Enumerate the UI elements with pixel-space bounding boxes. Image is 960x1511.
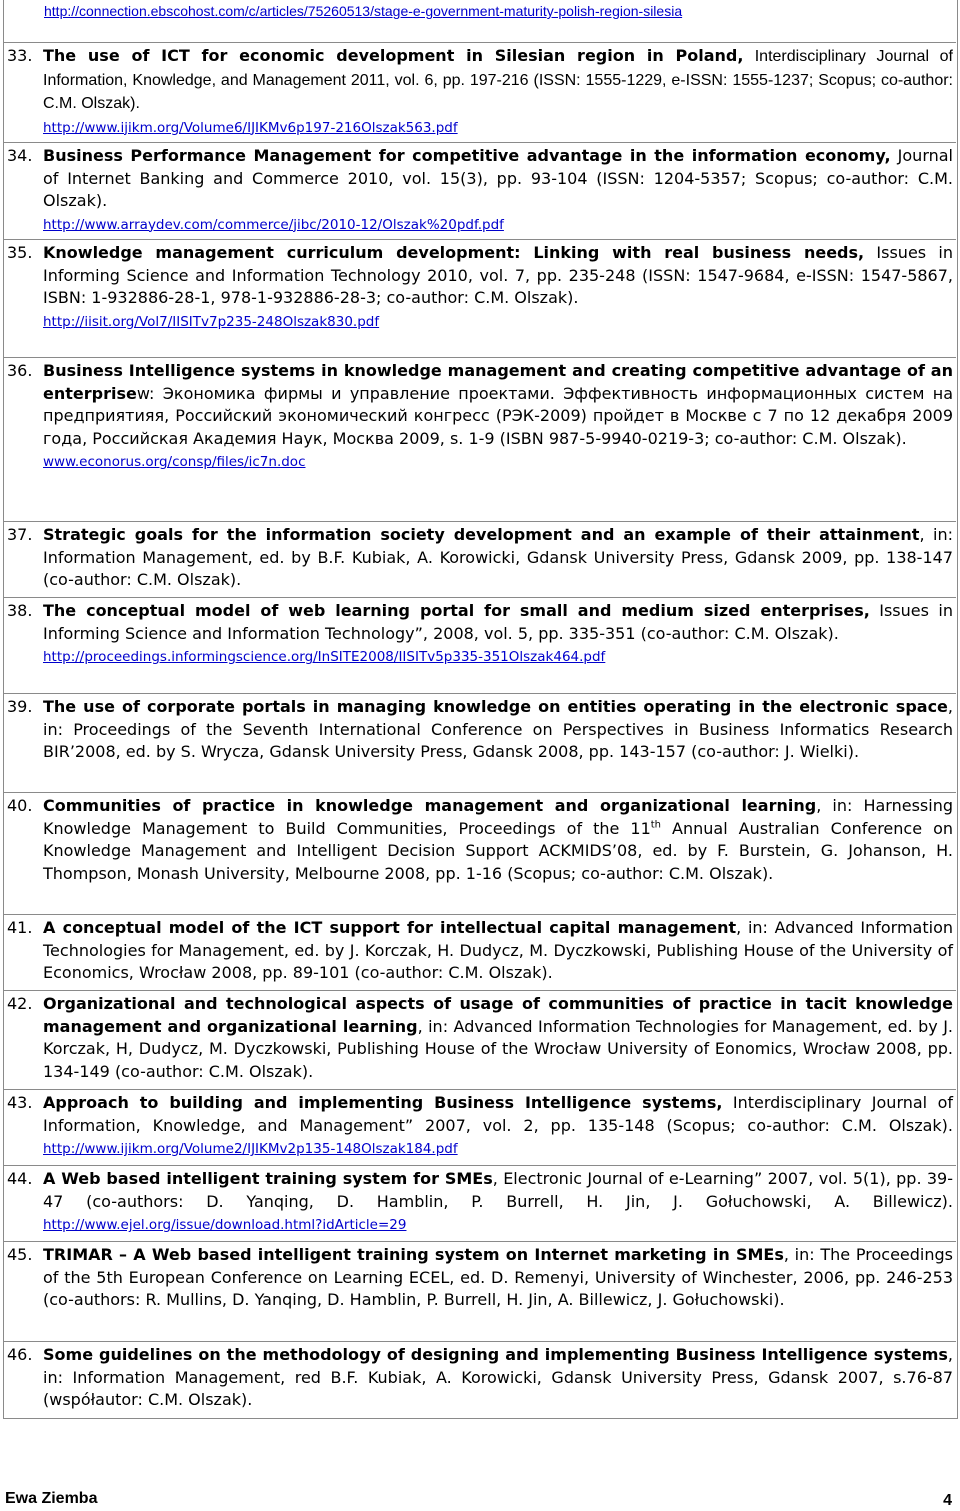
list-item (3, 693, 956, 764)
item-link[interactable]: http://www.ejel.org/issue/download.html?idArticle=29 (43, 1217, 407, 1233)
list-item (3, 1241, 956, 1312)
item-number: 38. (7, 601, 33, 620)
item-citation (43, 522, 953, 592)
item-citation (43, 1242, 953, 1312)
item-title: Business Performance Management for competitive advantage in the information economy, (43, 146, 891, 165)
item-citation (43, 143, 953, 236)
item-number: 44. (7, 1169, 33, 1188)
item-citation (43, 598, 953, 669)
item-citation (43, 1090, 953, 1161)
top-link[interactable]: http://connection.ebscohost.com/c/articles/75260513/stage-e-government-maturity-polish-region-silesia (44, 3, 683, 19)
item-number: 42. (7, 994, 33, 1013)
item-citation (43, 694, 953, 764)
item-link[interactable]: http://www.ijikm.org/Volume6/IJIKMv6p197-216Olszak563.pdf (43, 119, 458, 136)
item-number: 34. (7, 146, 33, 165)
list-item (3, 42, 956, 139)
item-title: Approach to building and implementing Business Intelligence systems, (43, 1093, 723, 1112)
item-citation (43, 1166, 953, 1237)
item-title: A Web based intelligent training system for SMEs (43, 1169, 493, 1188)
item-details: , in: Advanced Information Technologies for Management, ed. by J. Korczak, H, Dudycz, M. Dyczkowski, Publishing House of the Wrocław University of Eonomics, Wrocław 2008, pp. 134-149 (co-author: C.M. Olszak). (43, 1016, 954, 1081)
list-item (3, 990, 956, 1083)
item-link[interactable]: www.econorus.org/consp/files/ic7n.doc (43, 454, 306, 470)
item-title: Organizational and technological aspects of usage of communities of practice in tacit knowledge management and organizational learning (43, 994, 953, 1036)
list-item (3, 142, 956, 236)
item-details: Issues in Informing Science and Information Technology 2010, vol. 7, pp. 235-248 (ISSN: 1547-9684, e-ISSN: 1547-5867, ISBN: 1-932886-28-1, 978-1-932886-28-3; co-author: C.M. Olszak). (43, 243, 954, 307)
item-number: 40. (7, 796, 33, 815)
list-item (3, 1089, 956, 1161)
item-citation (43, 43, 953, 139)
list-item (3, 1341, 956, 1412)
item-title: The use of corporate portals in managing knowledge on entities operating in the electronic space (43, 697, 948, 716)
list-item (3, 792, 956, 885)
item-title: A conceptual model of the ICT support for intellectual capital management (43, 918, 737, 937)
item-title: The use of ICT for economic development in Silesian region in Poland, (43, 46, 744, 65)
item-number: 43. (7, 1093, 33, 1112)
list-item (3, 239, 956, 333)
item-citation (43, 793, 953, 885)
list-item (3, 1165, 956, 1237)
item-citation (43, 240, 953, 333)
item-details: Interdisciplinary Journal of Information, Knowledge, and Management” 2007, vol. 2, pp. 135-148 (Scopus; co-author: C.M. Olszak). (43, 1093, 953, 1135)
item-superscript: th (650, 819, 662, 831)
item-details: , in: Harnessing Knowledge Management to Build Communities, Proceedings of the 11 (43, 796, 954, 838)
item-spacer (743, 46, 754, 65)
list-item (3, 597, 956, 669)
item-citation (43, 358, 953, 474)
item-number: 33. (7, 46, 33, 65)
item-details: , Electronic Journal of e-Learning” 2007, vol. 5(1), pp. 39-47 (co-authors: D. Yanqing, D. Hamblin, P. Burrell, H. Jin, J. Gołuchowski, A. Billewicz). (43, 1169, 954, 1211)
item-details: Interdisciplinary Journal of Information, Knowledge, and Management 2011, vol. 6, pp. 197-216 (ISSN: 1555-1229, e-ISSN: 1555-1237; Scopus; co-author: C.M. Olszak). (43, 48, 953, 112)
item-citation (43, 915, 953, 985)
item-link[interactable]: http://www.arraydev.com/commerce/jibc/2010-12/Olszak%20pdf.pdf (43, 216, 504, 233)
item-link[interactable]: http://proceedings.informingscience.org/InSITE2008/IISITv5p335-351Olszak464.pdf (43, 649, 606, 665)
item-details: Issues in Informing Science and Information Technology”, 2008, vol. 5, pp. 335-351 (co-author: C.M. Olszak). (43, 601, 953, 643)
item-number: 46. (7, 1345, 33, 1364)
item-number: 45. (7, 1245, 33, 1264)
item-details: Journal of Internet Banking and Commerce 2010, vol. 15(3), pp. 93-104 (ISSN: 1204-5357; Scopus; co-author: C.M. Olszak). (43, 146, 954, 210)
list-item (3, 914, 956, 985)
item-details: , in: The Proceedings of the 5th European Conference on Learning ECEL, ed. D. Remenyi, University of Winchester, 2006, pp. 246-253 (co-authors: R. Mullins, D. Yanqing, D. Hamblin, P. Burrell, H. Jin, A. Billewicz, J. Gołuchowski). (43, 1245, 953, 1309)
item-details: , in: Information Management, ed. by B.F. Kubiak, A. Korowicki, Gdansk University Press, Gdansk 2009, pp. 138-147 (co-author: C.M. Olszak). (43, 525, 954, 589)
item-details: , in: Advanced Information Technologies for Management, ed. by J. Korczak, H. Dudycz, M. Dyczkowski, Publishing House of the University of Economics, Wrocław 2008, pp. 89-101 (co-author: C.M. Olszak). (43, 918, 953, 982)
item-number: 41. (7, 918, 33, 937)
item-number: 36. (7, 361, 33, 380)
item-link[interactable]: http://www.ijikm.org/Volume2/IJIKMv2p135-148Olszak184.pdf (43, 1141, 458, 1157)
item-title: The conceptual model of web learning portal for small and medium sized enterprises, (43, 601, 870, 620)
item-citation (43, 1342, 953, 1412)
item-details: w: Экономика фирмы и управление проектами. Эффективность информационных систем на предприятияя, Российский экономический конгресс (РЭК-2009) пройдет в Москве с 7 по 12 декабря 2009 года, Российская Академия Наук, Москва 2009, s. 1-9 (ISBN 987-5-9940-0219-3; co-author: C.M. Olszak). (43, 383, 953, 448)
item-link[interactable]: http://iisit.org/Vol7/IISITv7p235-248Olszak830.pdf (43, 313, 380, 330)
item-details: , in: Proceedings of the Seventh International Conference on Perspectives in Business Informatics Research BIR’2008, ed. by S. Wrycza, Gdansk University Press, Gdansk 2008, pp. 143-157 (co-author: J. Wielki). (43, 697, 953, 761)
item-details: , in: Information Management, red B.F. Kubiak, A. Korowicki, Gdansk University Press, Gdansk 2007, s.76-87 (współautor: C.M. Olszak). (43, 1345, 953, 1409)
item-number: 35. (7, 243, 33, 262)
footer-author: Ewa Ziemba (5, 1490, 98, 1507)
item-title: Business Intelligence systems in knowledge management and creating competitive advantage of an enterprise (43, 361, 953, 403)
page-number: 4 (943, 1492, 952, 1509)
item-title: TRIMAR – A Web based intelligent training system on Internet marketing in SMEs (43, 1245, 784, 1264)
item-title: Knowledge management curriculum development: Linking with real business needs, (43, 243, 865, 262)
item-details-continued: Annual Australian Conference on Knowledge Management and Intelligent Decision Support ACKMIDS’08, ed. by F. Burstein, G. Johanson, H. Thompson, Monash University, Melbourne 2008, pp. 1-16 (Scopus; co-author: C.M. Olszak). (43, 818, 953, 883)
item-number: 37. (7, 525, 33, 544)
list-item (3, 357, 956, 474)
item-number: 39. (7, 697, 33, 716)
item-title: Strategic goals for the information society development and an example of their attainment (43, 525, 920, 544)
item-title: Communities of practice in knowledge management and organizational learning (43, 796, 817, 815)
list-item (3, 521, 956, 592)
item-citation (43, 991, 953, 1083)
item-title: Some guidelines on the methodology of designing and implementing Business Intelligence systems (43, 1345, 948, 1364)
